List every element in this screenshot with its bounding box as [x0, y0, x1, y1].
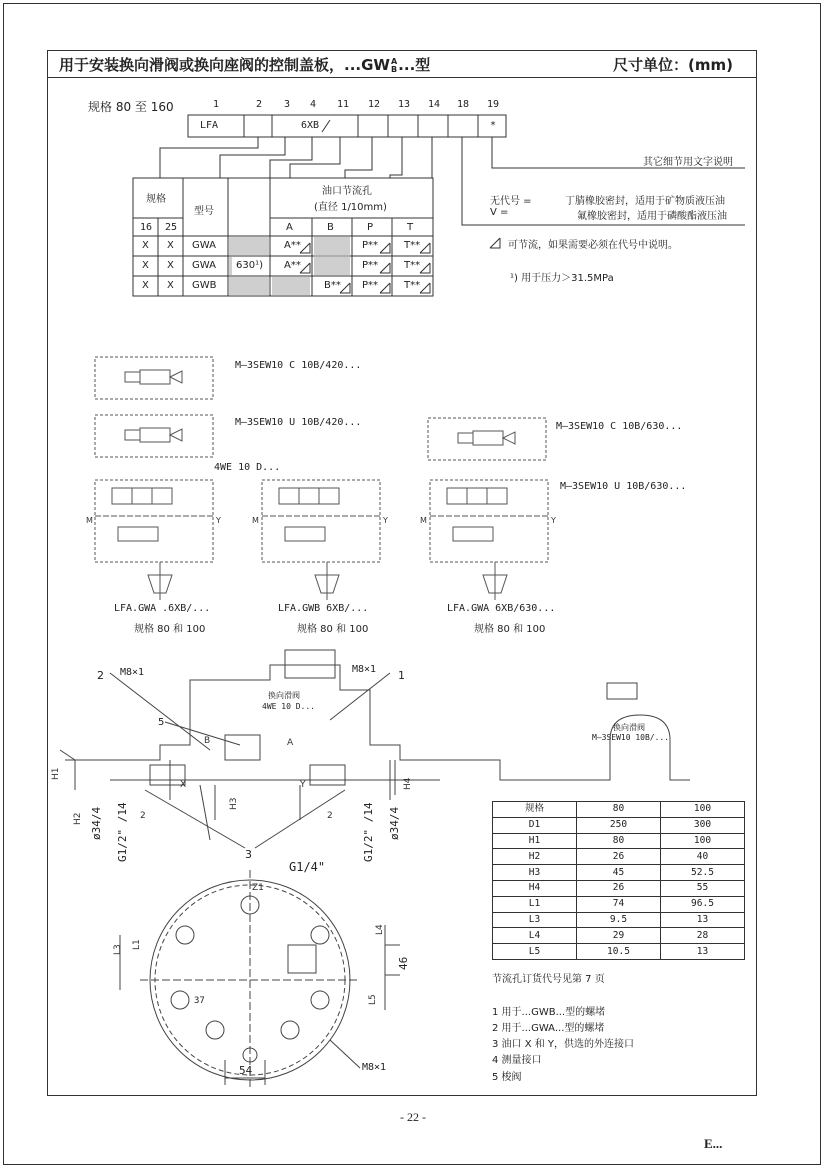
g12-left-label: G1/2" /14 [116, 802, 129, 862]
callout-2: 2 [97, 669, 104, 682]
table-row [493, 849, 745, 865]
pos-3: 3 [284, 99, 291, 110]
m8x1-bottom-label: M8×1 [362, 1062, 387, 1073]
m8x1-right-label: M8×1 [352, 664, 377, 675]
th-orifice: 油口节流孔 [322, 186, 372, 197]
svg-text:L3: L3 [113, 944, 123, 955]
code-lfa: LFA [200, 120, 219, 131]
throttle-note: 可节流，如果需要必须在代号中说明。 [508, 240, 678, 251]
seal-v-desc: 氟橡胶密封，适用于磷酸酯液压油 [577, 211, 727, 222]
spec-h-size: 规格 [493, 802, 577, 818]
svg-text:H1: H1 [51, 767, 61, 780]
th-size: 规格 [146, 194, 166, 205]
svg-text:Y: Y [551, 516, 556, 525]
spec-cell: L5 [493, 944, 577, 960]
brand-logo: E... [704, 1136, 723, 1151]
pos-18: 18 [457, 99, 470, 110]
svg-text:Z1: Z1 [252, 883, 264, 893]
spec-cell: 40 [661, 849, 745, 865]
svg-text:M: M [252, 516, 259, 525]
spec-cell: 250 [577, 817, 661, 833]
slide-valve-code: 4WE 10 D... [262, 702, 315, 711]
th-port-b: B [327, 222, 334, 233]
svg-text:2: 2 [140, 811, 146, 821]
schematic-1-size: 规格 80 和 100 [134, 624, 206, 635]
slide-valve2-label: 换向滑阀 [613, 723, 645, 732]
svg-text:L1: L1 [132, 939, 142, 950]
legend-item-5: 5 梭阀 [492, 1072, 522, 1083]
seal-none-desc: 丁腈橡胶密封，适用于矿物质液压油 [565, 196, 725, 207]
spec-cell: H3 [493, 865, 577, 881]
th-model: 型号 [194, 206, 214, 217]
legend-item-1: 1 用于...GWB...型的螺堵 [492, 1007, 606, 1018]
table-row [493, 880, 745, 896]
spec-cell: 29 [577, 928, 661, 944]
spec-h-100: 100 [661, 802, 745, 818]
cell-r1-t: T** [404, 240, 421, 251]
schematic-1-code: LFA.GWA .6XB/... [114, 603, 211, 614]
cell-r3-b: B** [324, 280, 341, 291]
svg-text:Y: Y [216, 516, 221, 525]
cell-r2-s25: X [167, 260, 174, 271]
spec-cell: 13 [661, 912, 745, 928]
svg-text:A: A [287, 738, 294, 748]
seal-none-code: 无代号 = [490, 196, 532, 207]
legend-item-2: 2 用于...GWA...型的螺堵 [492, 1023, 605, 1034]
cell-r1-s16: X [142, 240, 149, 251]
d34-right-label: ø34/4 [388, 806, 401, 840]
callout-3: 3 [245, 848, 252, 861]
spec-table [492, 801, 745, 960]
svg-text:M: M [420, 516, 427, 525]
pos-2: 2 [256, 99, 263, 110]
schematic-3-code: LFA.GWA 6XB/630... [447, 603, 556, 614]
spec-cell: H1 [493, 833, 577, 849]
other-details-note: 其它细节用文字说明 [643, 157, 733, 168]
legend-item-4: 4 测量接口 [492, 1055, 542, 1066]
spec-cell: 100 [661, 833, 745, 849]
spec-cell: H4 [493, 880, 577, 896]
cell-r3-p: P** [362, 280, 379, 291]
cell-r2-s16: X [142, 260, 149, 271]
dim-46: 46 [397, 956, 410, 970]
cell-r3-model: GWB [192, 280, 217, 291]
spec-cell: 10.5 [577, 944, 661, 960]
svg-text:H4: H4 [403, 777, 413, 790]
title-main: 用于安装换向滑阀或换向座阀的控制盖板，...GW [59, 56, 390, 74]
spec-cell: 28 [661, 928, 745, 944]
callout-5: 5 [158, 717, 165, 728]
cell-r3-s16: X [142, 280, 149, 291]
th-orifice-sub: (直径 1/10mm) [314, 202, 387, 213]
slide-valve2-code: M—3SEW10 10B/... [592, 733, 670, 742]
pos-13: 13 [398, 99, 411, 110]
g12-right-label: G1/2" /14 [362, 802, 375, 862]
table-row [493, 928, 745, 944]
schematic-2-size: 规格 80 和 100 [297, 624, 369, 635]
cell-r1-model: GWA [192, 240, 216, 251]
valve-u-630: M—3SEW10 U 10B/630... [560, 481, 687, 492]
code-6xb: 6XB [301, 120, 320, 131]
cell-r2-model: GWA [192, 260, 216, 271]
th-size-25: 25 [165, 222, 178, 233]
table-row [493, 817, 745, 833]
title-end: ...型 [398, 56, 431, 74]
callout-1: 1 [398, 669, 405, 682]
spec-cell: 9.5 [577, 912, 661, 928]
spec-h-80: 80 [577, 802, 661, 818]
svg-text:M: M [86, 516, 93, 525]
m8x1-left-label: M8×1 [120, 667, 145, 678]
spec-cell: 26 [577, 880, 661, 896]
svg-text:B: B [204, 736, 211, 746]
spec-cell: L3 [493, 912, 577, 928]
slide-valve-label: 换向滑阀 [268, 691, 300, 700]
spec-cell: 45 [577, 865, 661, 881]
table-row [493, 833, 745, 849]
spec-cell: 96.5 [661, 896, 745, 912]
cell-r3-s25: X [167, 280, 174, 291]
table-row [493, 865, 745, 881]
table-row [493, 896, 745, 912]
svg-text:H3: H3 [229, 797, 239, 810]
spec-cell: H2 [493, 849, 577, 865]
valve-c-420: M—3SEW10 C 10B/420... [235, 360, 362, 371]
svg-text:Y: Y [300, 780, 306, 790]
pos-1: 1 [213, 99, 220, 110]
cell-r1-s25: X [167, 240, 174, 251]
seal-v-code: V = [490, 207, 509, 218]
spec-cell: 300 [661, 817, 745, 833]
cell-r2-extra: 630¹) [236, 260, 263, 271]
cell-r3-t: T** [404, 280, 421, 291]
valve-4we: 4WE 10 D... [214, 462, 281, 473]
table-row [493, 944, 745, 960]
svg-text:H2: H2 [73, 812, 83, 825]
cell-r2-a: A** [284, 260, 301, 271]
cell-r2-t: T** [404, 260, 421, 271]
svg-text:Y: Y [383, 516, 388, 525]
cell-r1-a: A** [284, 240, 301, 251]
spec-cell: 80 [577, 833, 661, 849]
svg-text:X: X [180, 780, 187, 790]
spec-cell: 74 [577, 896, 661, 912]
schematic-3-size: 规格 80 和 100 [474, 624, 546, 635]
spec-header-row [493, 802, 745, 818]
dim-54: 54 [239, 1064, 253, 1077]
schematic-2-code: LFA.GWB 6XB/... [278, 603, 369, 614]
pos-19: 19 [487, 99, 500, 110]
title-sup: A [390, 56, 398, 66]
spec-cell: D1 [493, 817, 577, 833]
spec-cell: 26 [577, 849, 661, 865]
pressure-note: ¹) 用于压力＞31.5MPa [510, 273, 614, 284]
unit-label: 尺寸单位：(mm) [613, 56, 733, 74]
dim-37: 37 [194, 996, 205, 1006]
svg-text:2: 2 [327, 811, 333, 821]
spec-cell: L4 [493, 928, 577, 944]
th-port-p: P [367, 222, 374, 233]
svg-text:L4: L4 [375, 924, 385, 935]
cell-r1-p: P** [362, 240, 379, 251]
spec-cell: 13 [661, 944, 745, 960]
page-number: - 22 - [400, 1110, 426, 1124]
valve-u-420: M—3SEW10 U 10B/420... [235, 417, 362, 428]
d34-left-label: ø34/4 [90, 806, 103, 840]
th-port-a: A [286, 222, 293, 233]
code-star: * [490, 120, 497, 131]
spec-cell: 55 [661, 880, 745, 896]
legend-item-3: 3 油口 X 和 Y，供选的外连接口 [492, 1039, 635, 1050]
cell-r2-p: P** [362, 260, 379, 271]
g14-label: G1/4" [289, 860, 326, 874]
pos-14: 14 [428, 99, 441, 110]
pos-12: 12 [368, 99, 381, 110]
spec-cell: L1 [493, 896, 577, 912]
svg-text:L5: L5 [368, 994, 378, 1005]
spec-note: 节流孔订货代号见第 7 页 [492, 974, 605, 985]
title-sub: B [391, 64, 398, 74]
pos-11: 11 [337, 99, 350, 110]
spec-cell: 52.5 [661, 865, 745, 881]
th-port-t: T [407, 222, 414, 233]
pos-4: 4 [310, 99, 317, 110]
th-size-16: 16 [140, 222, 153, 233]
valve-c-630: M—3SEW10 C 10B/630... [556, 421, 683, 432]
size-range-label: 规格 80 至 160 [88, 100, 174, 114]
table-row [493, 912, 745, 928]
